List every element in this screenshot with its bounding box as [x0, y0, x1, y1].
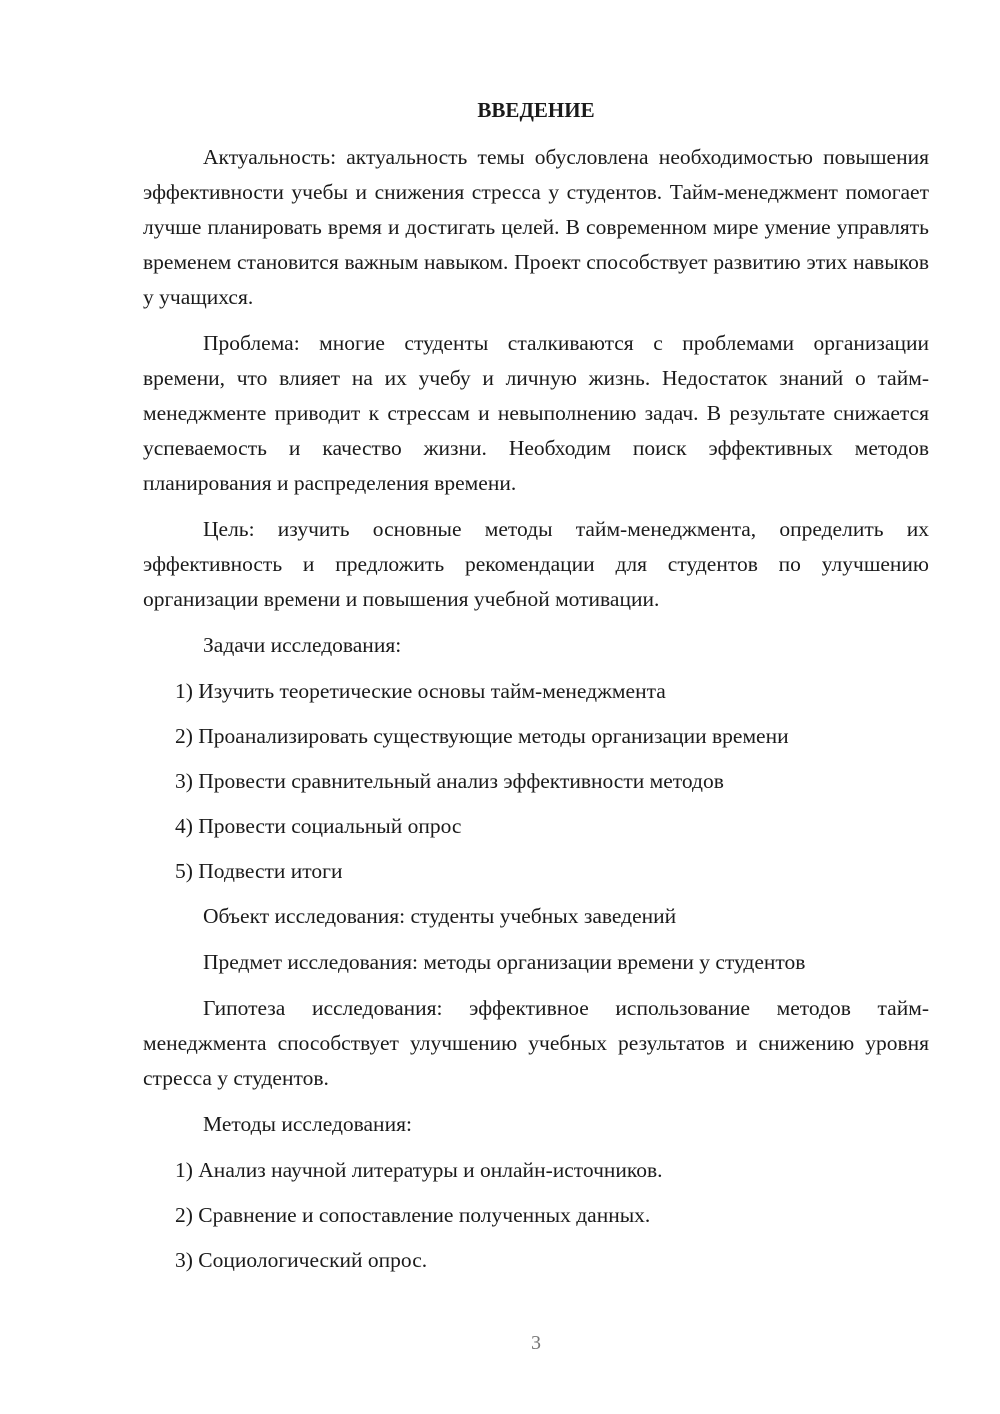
list-item: 1) Анализ научной литературы и онлайн-источников.	[175, 1158, 663, 1182]
list-item: 2) Проанализировать существующие методы организации времени	[175, 724, 789, 748]
relevance-paragraph: Актуальность: актуальность темы обусловлена необходимостью повышения эффективности учебы и снижения стресса у студентов. Тайм-менеджмент помогает лучше планировать время и достигать целей. В современном мире умение управлять временем становится важным навыком. Проект способствует развитию этих навыков у учащихся.	[143, 145, 929, 309]
tasks-heading: Задачи исследования:	[203, 633, 402, 657]
page-number: 3	[531, 1332, 541, 1354]
object-line: Объект исследования: студенты учебных заведений	[203, 904, 677, 928]
tasks-list	[143, 674, 929, 889]
section-title: ВВЕДЕНИЕ	[477, 98, 595, 122]
list-item: 5) Подвести итоги	[175, 859, 343, 883]
list-item: 3) Провести сравнительный анализ эффективности методов	[175, 769, 724, 793]
subject-line: Предмет исследования: методы организации времени у студентов	[203, 950, 806, 974]
goal-paragraph: Цель: изучить основные методы тайм-менеджмента, определить их эффективность и предложить рекомендации для студентов по улучшению организации времени и повышения учебной мотивации.	[143, 517, 929, 611]
list-item: 3) Социологический опрос.	[175, 1248, 428, 1272]
hypothesis-paragraph: Гипотеза исследования: эффективное использование методов тайм-менеджмента способствует улучшению учебных результатов и снижению уровня стресса у студентов.	[143, 996, 929, 1090]
document-page	[143, 93, 929, 1288]
list-item: 4) Провести социальный опрос	[175, 814, 462, 838]
methods-list	[143, 1153, 929, 1278]
methods-heading: Методы исследования:	[203, 1112, 412, 1136]
problem-paragraph: Проблема: многие студенты сталкиваются с проблемами организации времени, что влияет на их учебу и личную жизнь. Недостаток знаний о тайм-менеджменте приводит к стрессам и невыполнению задач. В результате снижается успеваемость и качество жизни. Необходим поиск эффективных методов планирования и распределения времени.	[143, 331, 929, 495]
list-item: 1) Изучить теоретические основы тайм-менеджмента	[175, 679, 666, 703]
list-item: 2) Сравнение и сопоставление полученных данных.	[175, 1203, 651, 1227]
